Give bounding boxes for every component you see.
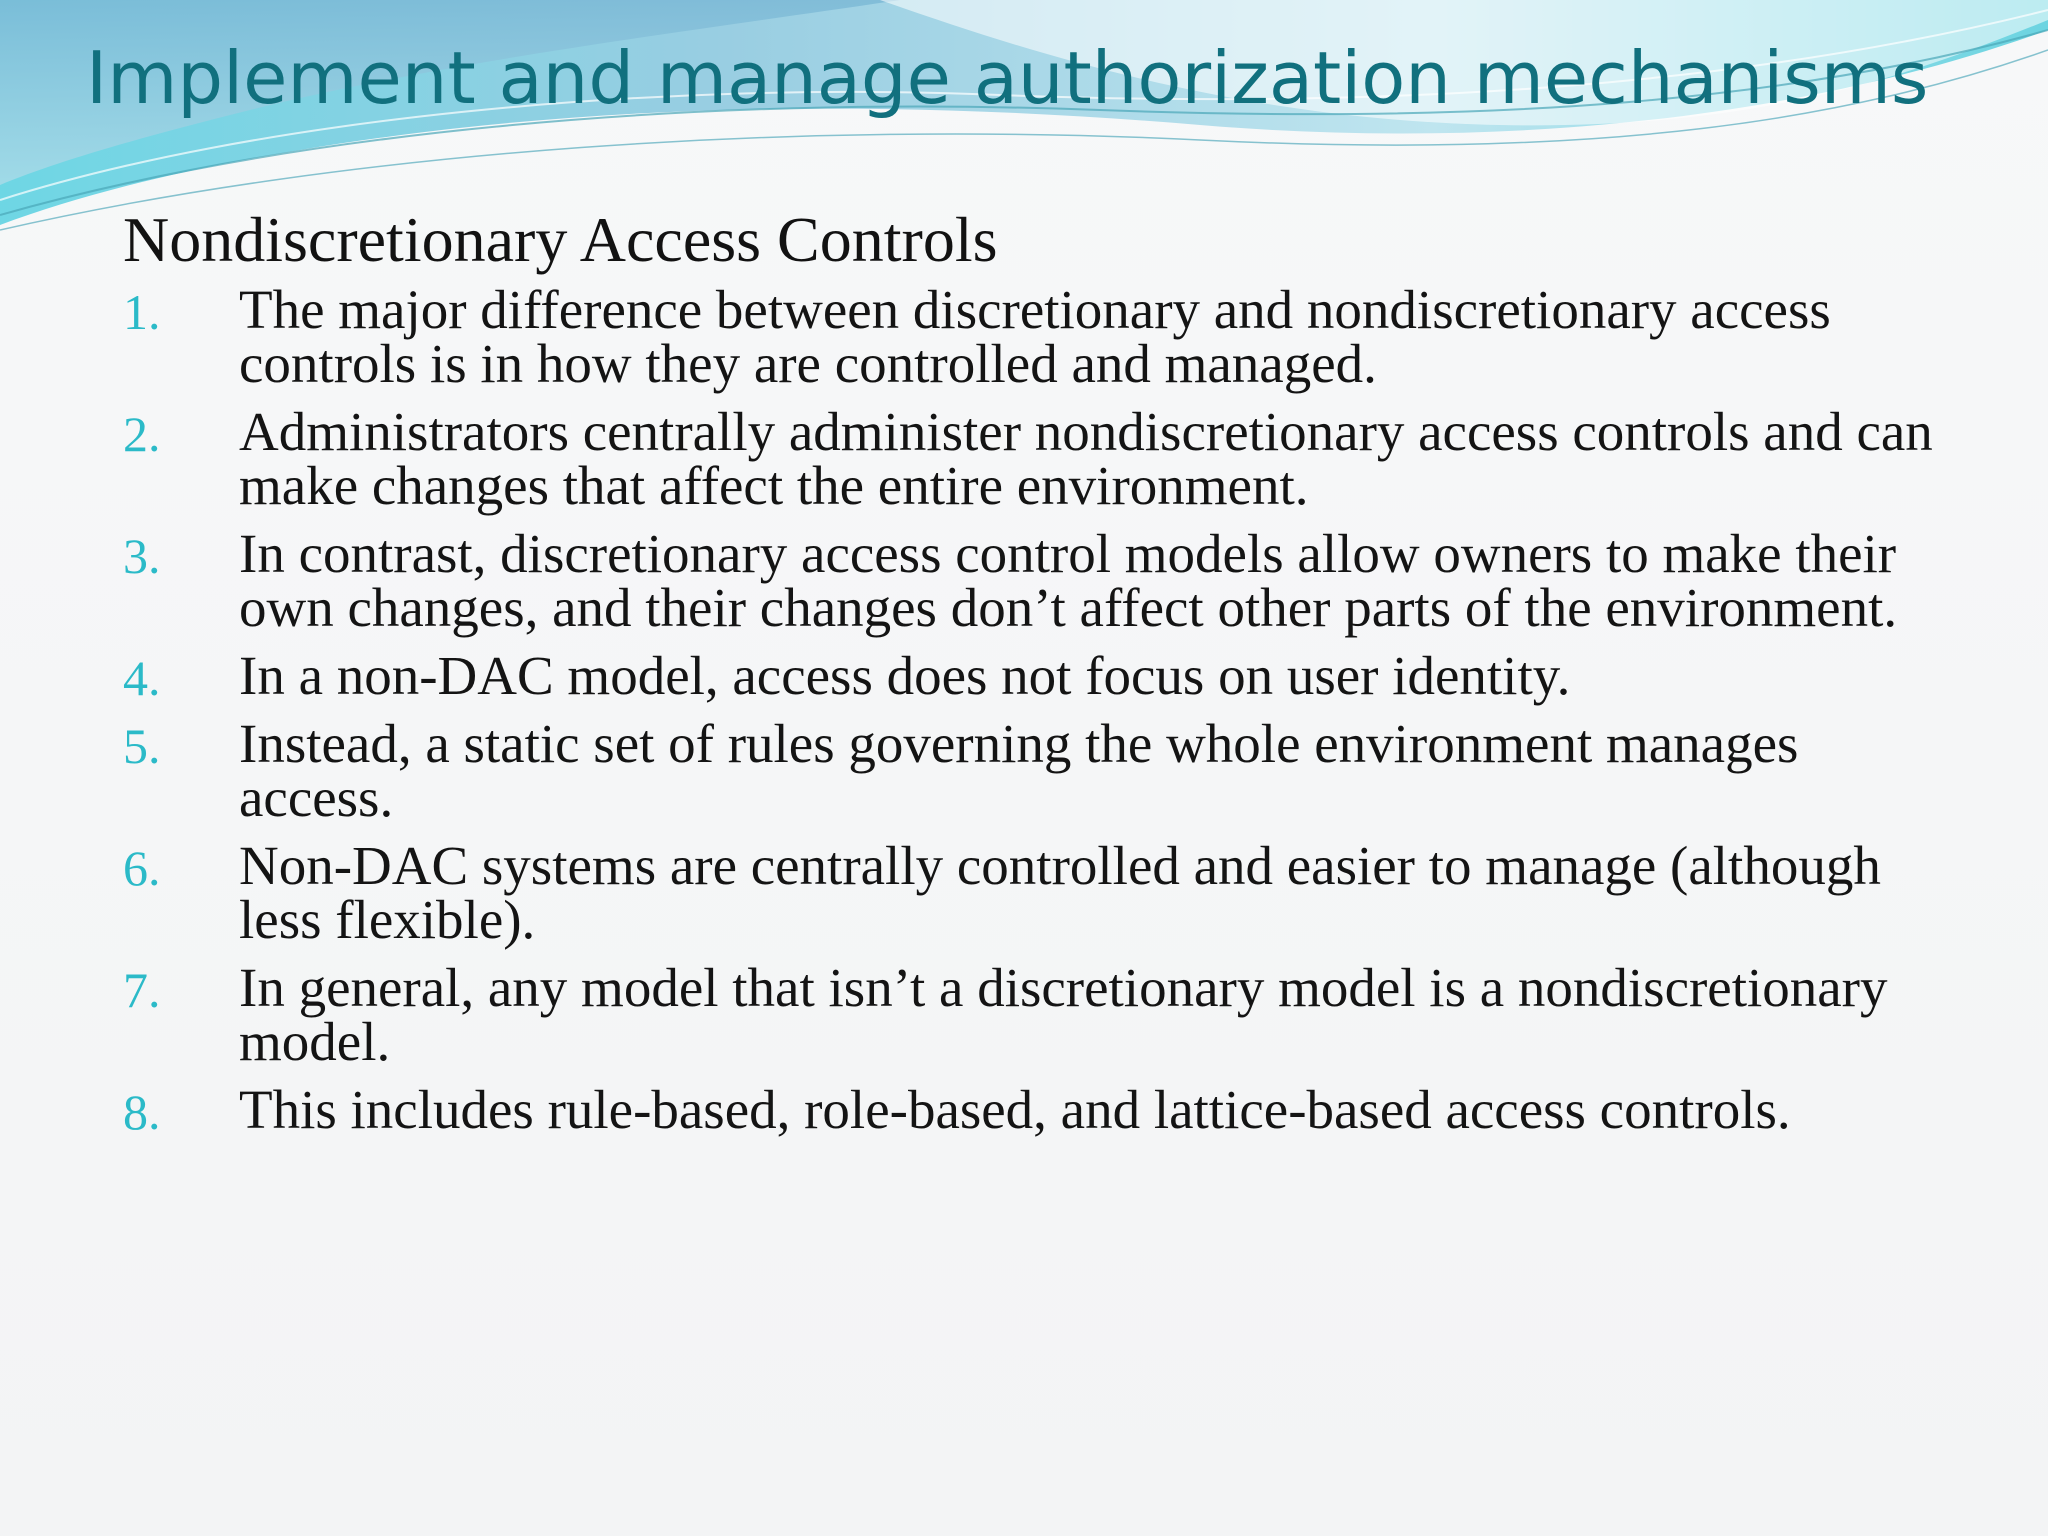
list-item (123, 523, 1953, 638)
list-item-number: 7. (123, 962, 161, 1018)
list-item-number: 5. (123, 718, 161, 774)
list-item (123, 279, 1953, 394)
list-item (123, 957, 1953, 1072)
list-item (123, 835, 1953, 950)
list-item-number: 4. (123, 650, 161, 706)
list-item-number: 3. (123, 528, 161, 584)
list-item-number: 8. (123, 1084, 161, 1140)
list-item (123, 1079, 1953, 1140)
list-item-text: This includes rule-based, role-based, and lattice-based access controls. (239, 1079, 1791, 1140)
list-item-text: Non-DAC systems are centrally controlled and easier to manage (although less flexible). (239, 835, 1881, 950)
list-item-number: 2. (123, 406, 161, 462)
list-item-text: Administrators centrally administer nondiscretionary access controls and can make changes that affect the entire environment. (239, 401, 1933, 516)
list-item (123, 401, 1953, 516)
numbered-list (123, 279, 1953, 1151)
list-item-text: Instead, a static set of rules governing the whole environment manages access. (239, 713, 1799, 828)
list-item-text: The major difference between discretionary and nondiscretionary access controls is in how they are controlled and managed. (239, 279, 1831, 394)
list-item-number: 1. (123, 284, 161, 340)
slide-title: Implement and manage authorization mechanisms (86, 36, 1929, 120)
section-heading: Nondiscretionary Access Controls (123, 204, 998, 275)
list-item (123, 645, 1953, 706)
list-item (123, 713, 1953, 828)
list-item-text: In a non-DAC model, access does not focus on user identity. (239, 645, 1571, 706)
list-item-number: 6. (123, 840, 161, 896)
list-item-text: In general, any model that isn’t a discretionary model is a nondiscretionary model. (239, 957, 1888, 1072)
list-item-text: In contrast, discretionary access control models allow owners to make their own changes, and their changes don’t affect other parts of the environment. (239, 523, 1898, 638)
